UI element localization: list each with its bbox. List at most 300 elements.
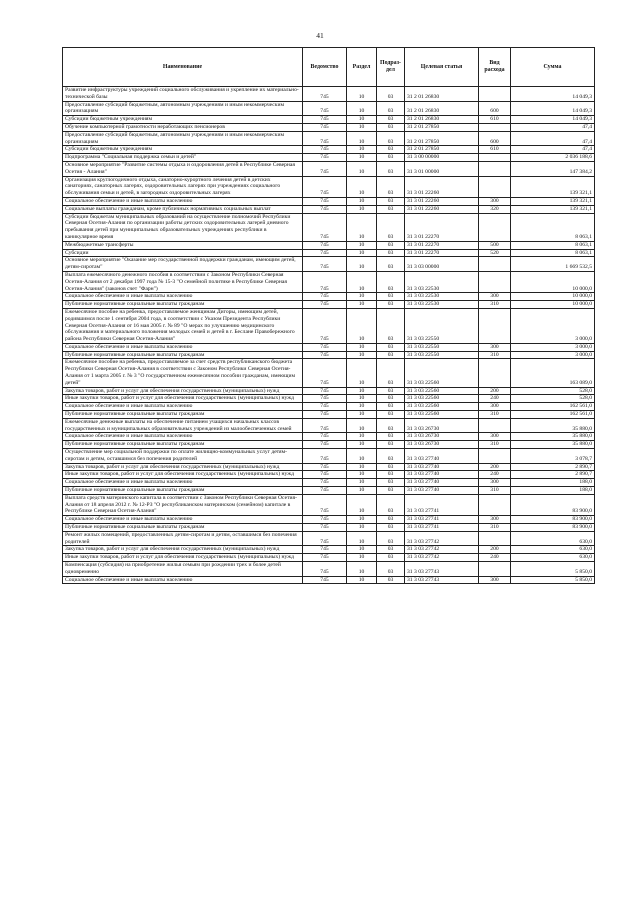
cell-razd: 10 [347,441,377,449]
cell-vid: 240 [479,395,511,403]
cell-razd: 10 [347,449,377,464]
cell-ved: 745 [303,343,347,351]
cell-name: Социальное обеспечение и иные выплаты населению [63,433,303,441]
cell-vid: 240 [479,471,511,479]
cell-stat: 31 3 03 22560 [405,387,479,395]
cell-podr: 03 [377,257,405,272]
table-row [63,116,595,124]
cell-name: Обучение компьютерной грамотности неработающих пенсионеров [63,123,303,131]
cell-stat: 31 3 01 22260 [405,205,479,213]
cell-stat: 31 3 03 27742 [405,554,479,562]
cell-ved: 745 [303,411,347,419]
cell-name: Предоставление субсидий бюджетным, автономным учреждениям и иным некоммерческим организациям [63,101,303,116]
cell-ved: 745 [303,479,347,487]
cell-podr: 03 [377,301,405,309]
table-row [63,411,595,419]
cell-stat: 31 3 03 27742 [405,531,479,546]
cell-stat: 31 3 03 27743 [405,576,479,584]
cell-podr: 03 [377,387,405,395]
cell-vid [479,176,511,197]
cell-razd: 10 [347,146,377,154]
cell-ved: 745 [303,257,347,272]
cell-razd: 10 [347,479,377,487]
cell-name: Ежемесячные денежные выплаты на обеспечение питанием учащихся начальных классов государственных и муниципальных образовательных учреждений из малообеспеченных семей [63,418,303,433]
cell-name: Иные закупки товаров, работ и услуг для обеспечения государственных (муниципальных) нужд [63,395,303,403]
cell-name: Иные закупки товаров, работ и услуг для обеспечения государственных (муниципальных) нужд [63,554,303,562]
cell-name: Субсидии бюджетным учреждениям [63,116,303,124]
cell-ved: 745 [303,205,347,213]
header-sum: Сумма [511,48,595,87]
table-header [63,48,595,87]
cell-podr: 03 [377,411,405,419]
cell-name: Субсидии бюджетам муниципальных образований на осуществление полномочий Республики Северная Осетия-Алания по организации работы детских оздоровительных лагерей дневного пребывания детей при муниципальных образовательных учреждениях республики в каникулярное время [63,213,303,241]
table-row [63,463,595,471]
cell-name: Социальное обеспечение и иные выплаты населению [63,479,303,487]
table-row [63,351,595,359]
cell-name: Основное мероприятие "Оказание мер государственной поддержки гражданам, имеющим детей, детям-сиротам" [63,257,303,272]
cell-razd: 10 [347,154,377,162]
cell-vid: 310 [479,411,511,419]
cell-ved: 745 [303,123,347,131]
cell-sum: 8 063,1 [511,213,595,241]
cell-podr: 03 [377,463,405,471]
table-row [63,343,595,351]
table-row [63,471,595,479]
cell-razd: 10 [347,161,377,176]
cell-name: Подпрограмма "Социальная поддержка семьи и детей" [63,154,303,162]
cell-razd: 10 [347,411,377,419]
cell-razd: 10 [347,576,377,584]
cell-name: Социальное обеспечение и иные выплаты населению [63,293,303,301]
cell-razd: 10 [347,531,377,546]
table-row [63,403,595,411]
cell-sum: 188,0 [511,487,595,495]
cell-stat: 31 3 03 27743 [405,562,479,577]
cell-stat: 31 3 03 22560 [405,359,479,387]
table-row [63,197,595,205]
cell-stat: 31 3 01 22270 [405,213,479,241]
cell-vid: 310 [479,524,511,532]
cell-sum: 630,0 [511,531,595,546]
cell-sum: 14 049,3 [511,101,595,116]
cell-ved: 745 [303,387,347,395]
cell-ved: 745 [303,116,347,124]
cell-stat: 31 2 01 26830 [405,87,479,102]
cell-name: Социальное обеспечение и иные выплаты населению [63,403,303,411]
cell-name: Социальное обеспечение и иные выплаты населению [63,576,303,584]
cell-podr: 03 [377,471,405,479]
cell-razd: 10 [347,249,377,257]
cell-razd: 10 [347,359,377,387]
cell-ved: 745 [303,146,347,154]
cell-razd: 10 [347,241,377,249]
table-row [63,418,595,433]
budget-table [62,47,595,584]
cell-podr: 03 [377,449,405,464]
cell-podr: 03 [377,433,405,441]
table-row [63,87,595,102]
table-row [63,546,595,554]
cell-sum: 528,0 [511,387,595,395]
cell-razd: 10 [347,418,377,433]
cell-vid [479,87,511,102]
cell-podr: 03 [377,161,405,176]
table-row [63,213,595,241]
cell-razd: 10 [347,395,377,403]
cell-ved: 745 [303,301,347,309]
cell-vid: 300 [479,516,511,524]
cell-name: Ежемесячное пособие на ребенка, предоставляемое женщинам Дигоры, имеющим детей, родившимся после 1 сентября 2004 года, в соответствии с Указом Президента Республики Северная Осетия-Алания от 16 мая 2005 г. № 89 "О мерах по улучшению медицинского обслуживания и материального положения молодых семей и детей в г. Беслане Правобережного района Республики Северная Осетия-Алания" [63,308,303,343]
cell-name: Публичные нормативные социальные выплаты гражданам [63,411,303,419]
cell-stat: 31 3 03 22560 [405,395,479,403]
cell-podr: 03 [377,176,405,197]
cell-razd: 10 [347,403,377,411]
cell-stat: 31 3 01 22260 [405,176,479,197]
cell-stat: 31 2 01 26830 [405,101,479,116]
cell-name: Осуществление мер социальной поддержки по оплате жилищно-коммунальных услуг детям-сиротам и детям, оставшимся без попечения родителей [63,449,303,464]
cell-podr: 03 [377,516,405,524]
cell-sum: 35 880,0 [511,418,595,433]
cell-ved: 745 [303,271,347,292]
cell-vid [479,154,511,162]
cell-vid: 200 [479,546,511,554]
cell-ved: 745 [303,87,347,102]
cell-ved: 745 [303,154,347,162]
cell-name: Публичные нормативные социальные выплаты гражданам [63,441,303,449]
cell-stat: 31 3 03 27740 [405,487,479,495]
cell-razd: 10 [347,308,377,343]
cell-podr: 03 [377,87,405,102]
cell-sum: 5 850,0 [511,576,595,584]
cell-razd: 10 [347,101,377,116]
cell-razd: 10 [347,471,377,479]
cell-sum: 83 900,0 [511,494,595,515]
cell-stat: 31 3 03 27742 [405,546,479,554]
cell-name: Выплата средств материнского капитала в соответствии с Законом Республики Северная Осетия-Алания от 18 апреля 2012 г. № 12-РЗ "О республиканском материнском (семейном) капитале в Республике Северная Осетия-Алания" [63,494,303,515]
cell-vid: 300 [479,433,511,441]
cell-name: Иные закупки товаров, работ и услуг для обеспечения государственных (муниципальных) нужд [63,471,303,479]
cell-podr: 03 [377,205,405,213]
cell-stat: 31 3 01 22270 [405,249,479,257]
cell-sum: 528,0 [511,395,595,403]
cell-podr: 03 [377,554,405,562]
cell-name: Ежемесячное пособие на ребенка, предоставляемое за счет средств республиканского бюджета Республики Северная Осетия-Алания в соответствии с Законом Республики Северная Осетия-Алания от 1 марта 2005 г. № 3 "О государственном ежемесячном пособии гражданам, имеющим детей" [63,359,303,387]
cell-stat: 31 3 03 22530 [405,271,479,292]
cell-razd: 10 [347,271,377,292]
cell-podr: 03 [377,546,405,554]
cell-name: Публичные нормативные социальные выплаты гражданам [63,301,303,309]
cell-podr: 03 [377,241,405,249]
cell-stat: 31 3 03 22530 [405,293,479,301]
table-row [63,395,595,403]
cell-name: Организация круглогодичного отдыха, санаторно-курортного лечения детей в детских санаториях, санаторных лагерях, оздоровительных лагерях при учреждениях социального обслуживания семьи и детей, в загородных оздоровительных лагерях [63,176,303,197]
cell-sum: 3 000,0 [511,343,595,351]
table-row [63,441,595,449]
cell-stat: 31 3 03 22550 [405,351,479,359]
table-row [63,257,595,272]
cell-razd: 10 [347,131,377,146]
cell-podr: 03 [377,576,405,584]
cell-name: Предоставление субсидий бюджетным, автономным учреждениям и иным некоммерческим организациям [63,131,303,146]
table-body [63,87,595,584]
cell-ved: 745 [303,562,347,577]
cell-ved: 745 [303,433,347,441]
cell-sum: 630,0 [511,554,595,562]
table-row [63,249,595,257]
cell-sum: 630,0 [511,546,595,554]
cell-vid [479,418,511,433]
table-row [63,146,595,154]
header-podr: Подраз-дел [377,48,405,87]
cell-razd: 10 [347,87,377,102]
cell-razd: 10 [347,293,377,301]
cell-vid [479,359,511,387]
cell-name: Закупка товаров, работ и услуг для обеспечения государственных (муниципальных) нужд [63,463,303,471]
cell-sum: 83 900,0 [511,516,595,524]
cell-sum: 10 000,0 [511,301,595,309]
cell-stat: 31 2 01 26830 [405,116,479,124]
cell-sum: 1 669 532,5 [511,257,595,272]
cell-sum: 35 880,0 [511,441,595,449]
cell-ved: 745 [303,418,347,433]
cell-name: Закупка товаров, работ и услуг для обеспечения государственных (муниципальных) нужд [63,387,303,395]
cell-podr: 03 [377,395,405,403]
cell-vid: 320 [479,205,511,213]
cell-ved: 745 [303,395,347,403]
cell-razd: 10 [347,562,377,577]
cell-stat: 31 3 01 00000 [405,161,479,176]
cell-ved: 745 [303,494,347,515]
cell-razd: 10 [347,116,377,124]
cell-stat: 31 3 03 22550 [405,343,479,351]
cell-sum: 8 063,1 [511,241,595,249]
cell-ved: 745 [303,403,347,411]
cell-podr: 03 [377,101,405,116]
cell-stat: 31 3 03 27741 [405,524,479,532]
cell-podr: 03 [377,213,405,241]
table-row [63,576,595,584]
cell-vid: 200 [479,387,511,395]
cell-ved: 745 [303,131,347,146]
cell-name: Ремонт жилых помещений, предоставленных детям-сиротам и детям, оставшимся без попечения родителей [63,531,303,546]
table-row [63,161,595,176]
cell-sum: 162 561,0 [511,403,595,411]
cell-razd: 10 [347,343,377,351]
cell-razd: 10 [347,546,377,554]
cell-podr: 03 [377,123,405,131]
table-row [63,123,595,131]
cell-vid: 600 [479,131,511,146]
cell-razd: 10 [347,351,377,359]
cell-stat: 31 3 01 22260 [405,197,479,205]
cell-vid: 300 [479,403,511,411]
cell-stat: 31 3 03 27740 [405,463,479,471]
cell-sum: 139 321,1 [511,197,595,205]
cell-vid [479,213,511,241]
cell-sum: 139 321,1 [511,205,595,213]
cell-podr: 03 [377,293,405,301]
table-row [63,516,595,524]
table-row [63,479,595,487]
cell-vid [479,257,511,272]
cell-podr: 03 [377,487,405,495]
cell-razd: 10 [347,433,377,441]
cell-name: Межбюджетные трансферты [63,241,303,249]
cell-stat: 31 3 03 22560 [405,403,479,411]
cell-stat: 31 3 03 27740 [405,449,479,464]
cell-ved: 745 [303,241,347,249]
cell-ved: 745 [303,441,347,449]
cell-stat: 31 2 01 27850 [405,146,479,154]
header-razd: Раздел [347,48,377,87]
cell-podr: 03 [377,249,405,257]
table-row [63,562,595,577]
cell-razd: 10 [347,197,377,205]
cell-stat: 31 3 01 22270 [405,241,479,249]
header-vid: Вид расхода [479,48,511,87]
cell-stat: 31 3 03 26730 [405,433,479,441]
cell-vid: 300 [479,479,511,487]
cell-ved: 745 [303,101,347,116]
cell-razd: 10 [347,213,377,241]
cell-name: Компенсация (субсидия) на приобретение жилья семьям при рождении трех и более детей одновременно [63,562,303,577]
cell-sum: 35 880,0 [511,433,595,441]
cell-sum: 147 384,2 [511,161,595,176]
cell-vid: 610 [479,116,511,124]
cell-name: Выплата ежемесячного денежного пособия в соответствии с Законом Республики Северная Осетия-Алания от 2 декабря 1997 года № 15-3 "О семейной политике в Республике Северная Осетия-Алания" (законов счет "Фарн") [63,271,303,292]
cell-vid: 600 [479,101,511,116]
table-row [63,205,595,213]
cell-razd: 10 [347,205,377,213]
cell-name: Развитие инфраструктуры учреждений социального обслуживания и укрепление их материально-технической базы [63,87,303,102]
table-row [63,308,595,343]
table-row [63,241,595,249]
cell-sum: 8 063,1 [511,249,595,257]
cell-razd: 10 [347,554,377,562]
cell-sum: 14 049,3 [511,87,595,102]
cell-sum: 3 078,7 [511,449,595,464]
cell-ved: 745 [303,463,347,471]
cell-razd: 10 [347,257,377,272]
cell-vid: 500 [479,241,511,249]
cell-podr: 03 [377,197,405,205]
cell-ved: 745 [303,576,347,584]
cell-stat: 31 3 03 27740 [405,479,479,487]
cell-ved: 745 [303,546,347,554]
cell-vid [479,494,511,515]
cell-podr: 03 [377,531,405,546]
cell-stat: 31 3 00 00000 [405,154,479,162]
cell-podr: 03 [377,524,405,532]
cell-name: Основное мероприятие "Развитие системы отдыха и оздоровления детей в Республике Северная Осетия - Алания" [63,161,303,176]
cell-ved: 745 [303,531,347,546]
cell-podr: 03 [377,154,405,162]
cell-podr: 03 [377,479,405,487]
cell-name: Социальное обеспечение и иные выплаты населению [63,516,303,524]
cell-sum: 3 000,0 [511,308,595,343]
cell-ved: 745 [303,176,347,197]
cell-ved: 745 [303,524,347,532]
cell-stat: 31 2 01 27850 [405,131,479,146]
cell-ved: 745 [303,161,347,176]
cell-sum: 47,4 [511,146,595,154]
table-row [63,301,595,309]
cell-vid: 300 [479,343,511,351]
cell-ved: 745 [303,516,347,524]
cell-ved: 745 [303,249,347,257]
cell-razd: 10 [347,301,377,309]
cell-sum: 188,0 [511,479,595,487]
cell-ved: 745 [303,213,347,241]
cell-vid: 310 [479,351,511,359]
cell-sum: 14 049,3 [511,116,595,124]
cell-stat: 31 3 03 27741 [405,494,479,515]
cell-razd: 10 [347,176,377,197]
cell-ved: 745 [303,359,347,387]
cell-podr: 03 [377,146,405,154]
cell-sum: 2 036 188,6 [511,154,595,162]
cell-podr: 03 [377,271,405,292]
cell-vid: 300 [479,576,511,584]
header-name: Наименование [63,48,303,87]
cell-podr: 03 [377,403,405,411]
cell-name: Публичные нормативные социальные выплаты гражданам [63,524,303,532]
cell-sum: 47,4 [511,131,595,146]
cell-vid: 310 [479,487,511,495]
cell-vid [479,161,511,176]
cell-stat: 31 3 03 22560 [405,411,479,419]
cell-vid: 310 [479,441,511,449]
cell-sum: 139 321,1 [511,176,595,197]
cell-name: Социальное обеспечение и иные выплаты населению [63,343,303,351]
cell-sum: 163 089,0 [511,359,595,387]
cell-name: Закупка товаров, работ и услуг для обеспечения государственных (муниципальных) нужд [63,546,303,554]
cell-sum: 10 000,0 [511,271,595,292]
cell-razd: 10 [347,463,377,471]
table-row [63,131,595,146]
table-row [63,271,595,292]
cell-podr: 03 [377,308,405,343]
cell-name: Публичные нормативные социальные выплаты гражданам [63,487,303,495]
table-row [63,154,595,162]
cell-vid: 310 [479,301,511,309]
cell-ved: 745 [303,449,347,464]
cell-ved: 745 [303,197,347,205]
cell-sum: 83 900,0 [511,524,595,532]
cell-sum: 3 000,0 [511,351,595,359]
cell-vid [479,308,511,343]
cell-podr: 03 [377,441,405,449]
page-number: 41 [316,31,324,40]
cell-name: Субсидии бюджетным учреждениям [63,146,303,154]
header-stat: Целевая статья [405,48,479,87]
cell-sum: 2 890,7 [511,463,595,471]
cell-vid: 610 [479,146,511,154]
cell-podr: 03 [377,359,405,387]
cell-stat: 31 3 03 00000 [405,257,479,272]
table-row [63,387,595,395]
cell-vid: 200 [479,463,511,471]
cell-stat: 31 3 03 26730 [405,418,479,433]
cell-ved: 745 [303,308,347,343]
cell-sum: 162 561,0 [511,411,595,419]
cell-vid [479,562,511,577]
cell-vid [479,449,511,464]
cell-sum: 2 890,7 [511,471,595,479]
cell-podr: 03 [377,418,405,433]
cell-podr: 03 [377,562,405,577]
cell-name: Социальное обеспечение и иные выплаты населению [63,197,303,205]
